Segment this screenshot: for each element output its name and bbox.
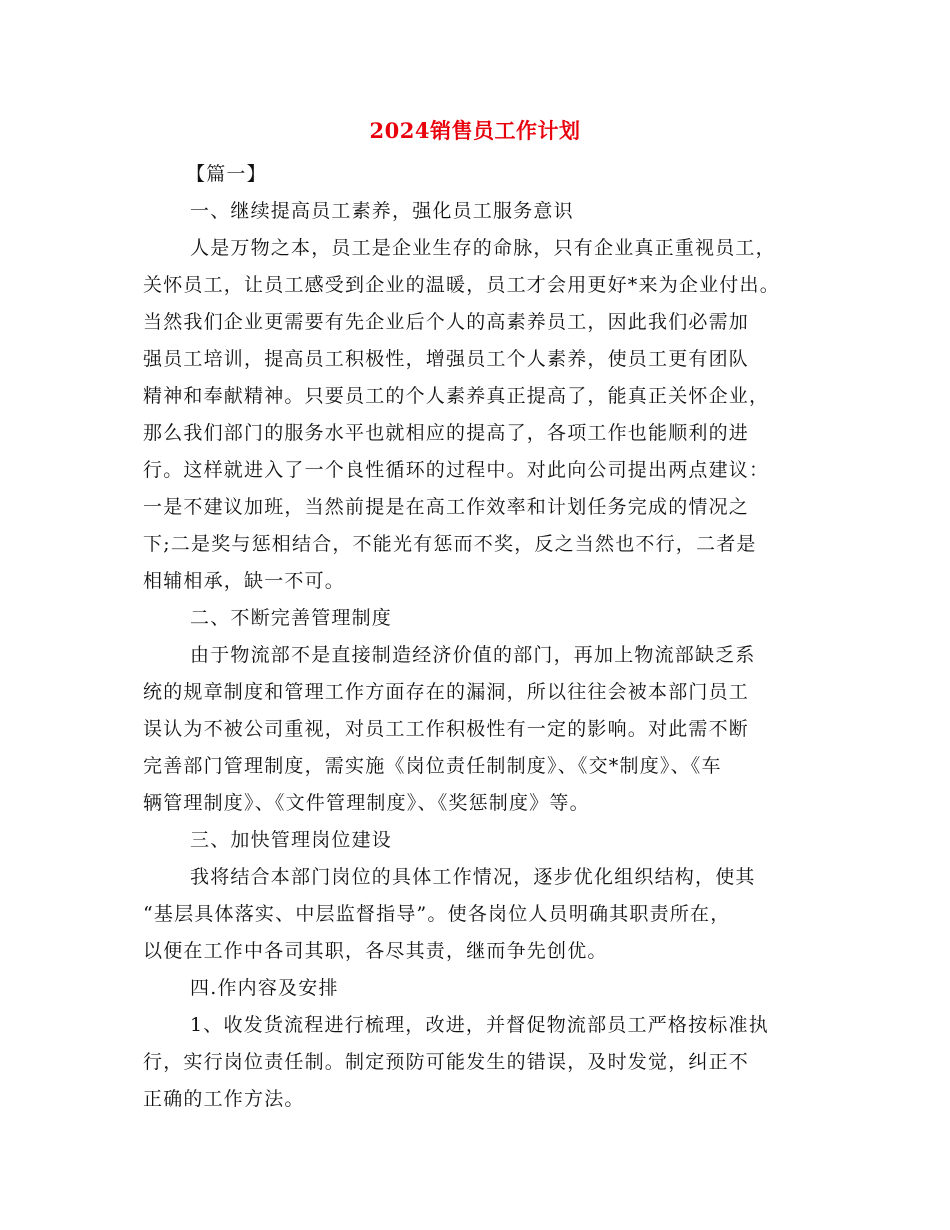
section-label: 【篇一】 (186, 163, 267, 185)
paragraph-line: 人是万物之本，员工是企业生存的命脉，只有企业真正重视员工， (190, 237, 776, 259)
paragraph-line: 统的规章制度和管理工作方面存在的漏洞，所以往往会被本部门员工 (143, 681, 750, 703)
heading-4: 四.作内容及安排 (190, 977, 339, 999)
paragraph-line: 由于物流部不是直接制造经济价值的部门，再加上物流部缺乏系 (190, 644, 756, 666)
paragraph-line: 行。这样就进入了一个良性循环的过程中。对此向公司提出两点建议： (143, 459, 770, 481)
paragraph-line: 强员工培训，提高员工积极性，增强员工个人素养，使员工更有团队 (143, 348, 750, 370)
paragraph-line: 一是不建议加班，当然前提是在高工作效率和计划任务完成的情况之 (143, 496, 750, 518)
paragraph-line: 精神和奉献精神。只要员工的个人素养真正提高了，能真正关怀企业， (143, 385, 770, 407)
paragraph-line: 关怀员工，让员工感受到企业的温暖，员工才会用更好*来为企业付出。 (143, 274, 780, 296)
heading-1: 一、继续提高员工素养，强化员工服务意识 (190, 200, 574, 222)
paragraph-line: “基层具体落实、中层监督指导”。使各岗位人员明确其职责所在， (143, 903, 731, 925)
paragraph-line: 那么我们部门的服务水平也就相应的提高了，各项工作也能顺利的进 (143, 422, 750, 444)
paragraph-line: 正确的工作方法。 (143, 1088, 305, 1110)
paragraph-line: 辆管理制度》、《文件管理制度》、《奖惩制度》等。 (143, 792, 590, 814)
heading-3: 三、加快管理岗位建设 (190, 829, 393, 851)
paragraph-line: 1、收发货流程进行梳理，改进，并督促物流部员工严格按标准执 (190, 1014, 769, 1036)
paragraph-line: 行，实行岗位责任制。制定预防可能发生的错误，及时发觉，纠正不 (143, 1051, 750, 1073)
document-title: 2024销售员工作计划 (369, 118, 581, 143)
paragraph-line: 相辅相承，缺一不可。 (143, 570, 346, 592)
paragraph-line: 误认为不被公司重视，对员工工作积极性有一定的影响。对此需不断 (143, 718, 750, 740)
paragraph-line: 我将结合本部门岗位的具体工作情况，逐步优化组织结构，使其 (190, 866, 756, 888)
paragraph-line: 下;二是奖与惩相结合，不能光有惩而不奖，反之当然也不行，二者是 (143, 533, 757, 555)
paragraph-line: 以便在工作中各司其职，各尽其责，继而争先创优。 (143, 940, 608, 962)
paragraph-line: 当然我们企业更需要有先企业后个人的高素养员工，因此我们必需加 (143, 311, 750, 333)
paragraph-line: 完善部门管理制度，需实施《岗位责任制制度》、《交*制度》、《车 (143, 755, 722, 777)
heading-2: 二、不断完善管理制度 (190, 607, 393, 629)
